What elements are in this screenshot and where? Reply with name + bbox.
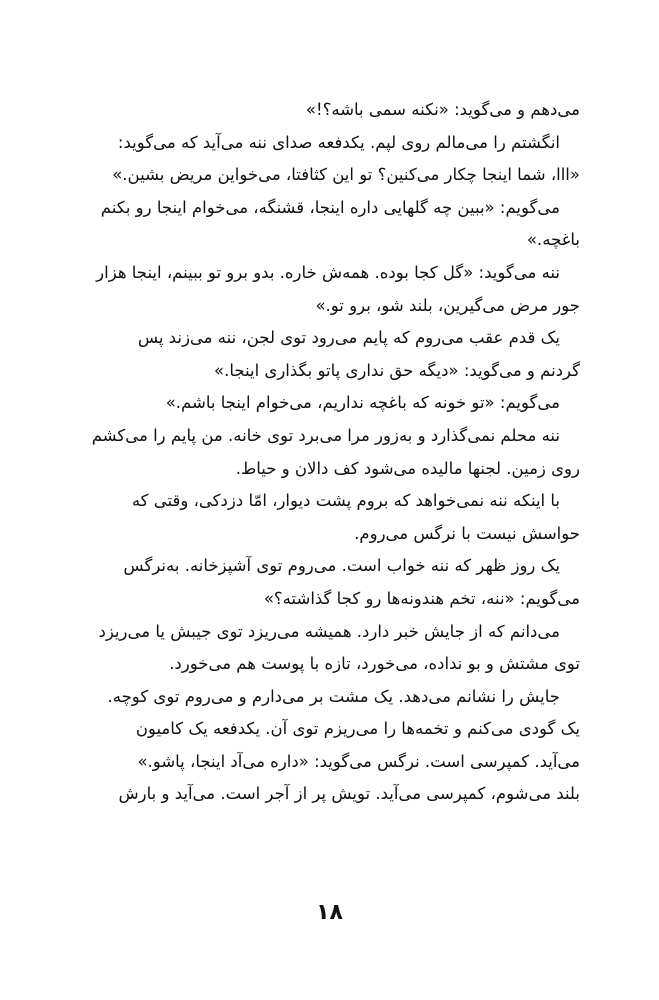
text-line: با اینکه ننه نمی‌خواهد که بروم پشت دیوار، امّا دزدکی، وقتی که — [131, 491, 560, 511]
text-line: می‌دانم که از جایش خبر دارد. همیشه می‌ریزد توی جیبش یا می‌ریزد — [98, 621, 560, 641]
text-line: می‌گویم: «ننه، تخم هندونه‌ها رو کجا گذاشته؟» — [263, 588, 580, 608]
text-line: انگشتم را می‌مالم روی لپم. یکدفعه صدای ننه می‌آید که می‌گوید: — [117, 132, 560, 152]
text-line: گردنم و می‌گوید: «دیگه حق نداری پاتو بگذاری اینجا.» — [213, 360, 580, 380]
text-line: جایش را نشانم می‌دهد. یک مشت بر می‌دارم و می‌روم توی کوچه. — [107, 686, 560, 706]
page-number: ۱۸ — [316, 900, 343, 925]
text-line: می‌گویم: «تو خونه که باغچه نداریم، می‌خوام اینجا باشم.» — [165, 393, 560, 413]
text-line: یک قدم عقب می‌روم که پایم می‌رود توی لجن، ننه می‌زند پس — [137, 328, 560, 348]
text-line: ننه می‌گوید: «گل کجا بوده. همه‌ش خاره. بدو برو تو ببینم، اینجا هزار — [96, 262, 560, 282]
text-line: یک گودی می‌کنم و تخمه‌ها را می‌ریزم توی آن. یکدفعه یک کامیون — [135, 719, 580, 739]
text-line: «ااا، شما اینجا چکار می‌کنین؟ تو این کثافتا، می‌خواین مریض بشین.» — [112, 165, 580, 185]
text-line: می‌آید. کمپرسی است. نرگس می‌گوید: «داره می‌آد اینجا، پاشو.» — [137, 751, 580, 771]
text-line: بلند می‌شوم، کمپرسی می‌آید. تویش پر از آجر است. می‌آید و بارش — [118, 784, 580, 804]
text-line: توی مشتش و بو نداده، می‌خورد، تازه با پوست هم می‌خورد. — [169, 654, 580, 674]
text-line: یک روز ظهر که ننه خواب است. می‌روم توی آشپزخانه. به‌نرگس — [123, 556, 560, 576]
text-line: می‌گویم: «ببین چه گلهایی داره اینجا، قشنگه، می‌خوام اینجا رو بکنم — [100, 197, 560, 217]
text-line: جور مرض می‌گیرین، بلند شو، برو تو.» — [315, 295, 580, 315]
body-text — [86, 94, 580, 811]
text-line: باغچه.» — [526, 230, 580, 250]
text-line: حواسش نیست با نرگس می‌روم. — [354, 523, 580, 543]
text-line: می‌دهم و می‌گوید: «نکنه سمی باشه؟!» — [305, 100, 580, 119]
text-line: روی زمین. لجنها مالیده می‌شود کف دالان و حیاط. — [235, 458, 580, 478]
text-line: ننه محلم نمی‌گذارد و به‌زور مرا می‌برد توی خانه. من پایم را می‌کشم — [91, 425, 560, 445]
